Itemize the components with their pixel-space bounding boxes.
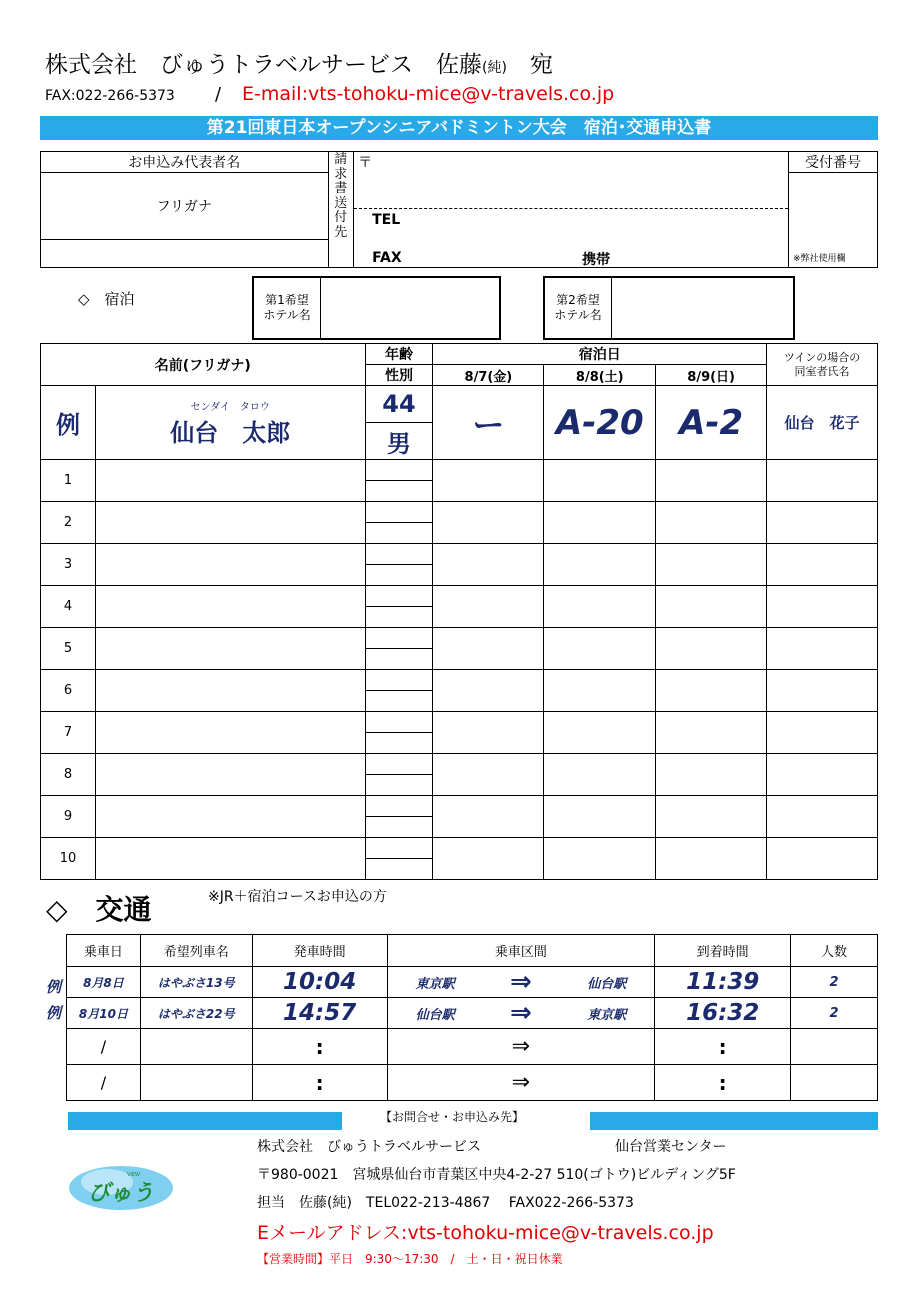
day-field[interactable]	[433, 754, 544, 796]
name-field[interactable]	[95, 460, 365, 502]
logo-text: びゅう	[87, 1181, 154, 1206]
sex-field[interactable]	[365, 523, 433, 544]
example-date: 8月8日	[67, 967, 141, 998]
day-field[interactable]	[544, 796, 656, 838]
invoice-address-field[interactable]	[354, 152, 789, 268]
day-field[interactable]	[656, 796, 767, 838]
example-roommate: 仙台 花子	[767, 386, 878, 460]
age-field[interactable]	[365, 838, 433, 859]
contact-bar-left	[68, 1112, 342, 1130]
day-field[interactable]	[433, 670, 544, 712]
example-departure: 10:04	[252, 967, 387, 998]
example-sex: 男	[365, 423, 433, 460]
contact-title: 【お問合せ・お申込み先】	[380, 1110, 525, 1124]
office-use-note: ※弊社使用欄	[792, 254, 846, 264]
reception-number-field	[788, 173, 877, 268]
train-field[interactable]	[140, 1065, 252, 1101]
fax-label: FAX	[372, 250, 402, 266]
section-field[interactable]: ⇒	[387, 1029, 655, 1065]
stay-section-label: ◇ 宿泊	[78, 290, 135, 308]
twin-header: ツインの場合の 同室者氏名	[767, 344, 878, 386]
day-field[interactable]	[433, 544, 544, 586]
day-field[interactable]	[433, 460, 544, 502]
contact-company: 株式会社 びゅうトラベルサービス	[257, 1139, 481, 1155]
day-field[interactable]	[544, 712, 656, 754]
arrow-icon: ⇒	[510, 967, 532, 997]
reception-label: 受付番号	[788, 152, 877, 173]
logo-small-text: VIEW	[127, 1172, 140, 1178]
sex-field[interactable]	[365, 775, 433, 796]
example-name	[95, 386, 365, 460]
example-fullname: 仙台 太郎	[170, 418, 291, 447]
day-field[interactable]	[656, 586, 767, 628]
transport-section-label: ◇ 交通	[46, 893, 152, 926]
arrival-field[interactable]: :	[655, 1029, 791, 1065]
furigana-label: フリガナ	[41, 173, 329, 240]
sex-field[interactable]	[365, 733, 433, 754]
day-field[interactable]	[544, 544, 656, 586]
tel-label: TEL	[372, 212, 401, 228]
age-field[interactable]	[365, 628, 433, 649]
contact-address: 〒980-0021 宮城県仙台市青葉区中央4-2-27 510(ゴトウ)ビルディング5F	[257, 1167, 736, 1183]
addressee-company: 株式会社 びゅうトラベルサービス 佐藤	[45, 52, 482, 78]
day-field[interactable]	[544, 628, 656, 670]
age-field[interactable]	[365, 586, 433, 607]
transport-example-mark-1: 例	[46, 978, 62, 996]
example-day-1: ー	[433, 386, 544, 460]
row-number: 7	[41, 712, 96, 754]
section-field[interactable]: ⇒	[387, 1065, 655, 1101]
header-fax: FAX:022-266-5373	[45, 88, 175, 104]
day-field[interactable]	[544, 460, 656, 502]
roommate-field[interactable]	[767, 586, 878, 628]
transport-example-row	[67, 998, 878, 1029]
example-from: 東京駅	[415, 976, 455, 992]
day-field[interactable]	[656, 544, 767, 586]
day-field[interactable]	[433, 838, 544, 880]
arrival-field[interactable]: :	[655, 1065, 791, 1101]
example-count: 2	[791, 998, 878, 1029]
transport-table	[66, 934, 878, 1101]
transport-row	[67, 1029, 878, 1065]
row-number: 5	[41, 628, 96, 670]
age-field[interactable]	[365, 796, 433, 817]
row-number: 10	[41, 838, 96, 880]
name-field[interactable]	[95, 754, 365, 796]
header-email: E-mail:vts-tohoku-mice@v-travels.co.jp	[242, 83, 615, 105]
day-field[interactable]	[656, 628, 767, 670]
age-field[interactable]	[365, 754, 433, 775]
example-to: 仙台駅	[587, 976, 627, 992]
name-field[interactable]	[95, 586, 365, 628]
roommate-field[interactable]	[767, 712, 878, 754]
day-field[interactable]	[656, 754, 767, 796]
roommate-field[interactable]	[767, 460, 878, 502]
count-field[interactable]	[791, 1065, 878, 1101]
sex-field[interactable]	[365, 817, 433, 838]
transport-row	[67, 1065, 878, 1101]
count-field[interactable]	[791, 1029, 878, 1065]
contact-email: Eメールアドレス:vts-tohoku-mice@v-travels.co.jp	[257, 1222, 714, 1244]
roommate-field[interactable]	[767, 502, 878, 544]
day-field[interactable]	[544, 502, 656, 544]
name-field[interactable]	[95, 796, 365, 838]
day-field[interactable]	[656, 670, 767, 712]
postal-mark: 〒	[358, 155, 373, 171]
name-field[interactable]	[95, 502, 365, 544]
hotel-choice-1[interactable]	[252, 276, 501, 340]
roommate-field[interactable]	[767, 838, 878, 880]
roommate-field[interactable]	[767, 796, 878, 838]
departure-field[interactable]: :	[252, 1029, 387, 1065]
date-field[interactable]: /	[67, 1029, 141, 1065]
day-field[interactable]	[656, 460, 767, 502]
header-train: 希望列車名	[140, 935, 252, 967]
example-train: はやぶさ13号	[140, 967, 252, 998]
example-from: 仙台駅	[415, 1007, 455, 1023]
row-number: 1	[41, 460, 96, 502]
transport-note: ※JR＋宿泊コースお申込の方	[208, 889, 387, 905]
departure-field[interactable]: :	[252, 1065, 387, 1101]
representative-label: お申込み代表者名	[41, 152, 329, 173]
view-logo	[67, 1158, 175, 1214]
transport-example-row	[67, 967, 878, 998]
roommate-field[interactable]	[767, 754, 878, 796]
name-field[interactable]	[95, 628, 365, 670]
example-day-3: A-2	[656, 386, 767, 460]
day-field[interactable]	[433, 586, 544, 628]
arrow-icon: ⇒	[510, 998, 532, 1028]
example-furigana: センダイ タロウ	[190, 401, 270, 413]
sex-field[interactable]	[365, 691, 433, 712]
example-age: 44	[365, 386, 433, 423]
example-label: 例	[41, 386, 96, 460]
sex-field[interactable]	[365, 481, 433, 502]
age-field[interactable]	[365, 502, 433, 523]
example-count: 2	[791, 967, 878, 998]
row-number: 6	[41, 670, 96, 712]
date-header-1: 8/7(金)	[433, 365, 544, 386]
addressee-suffix: (純)	[482, 60, 507, 76]
name-field[interactable]	[95, 712, 365, 754]
day-field[interactable]	[433, 712, 544, 754]
invoice-label: 請 求 書 送 付 先	[328, 152, 354, 268]
row-number: 9	[41, 796, 96, 838]
age-header: 年齢	[365, 344, 433, 365]
example-to: 東京駅	[587, 1007, 627, 1023]
contact-center: 仙台営業センター	[615, 1139, 727, 1155]
business-hours: 【営業時間】平日 9:30～17:30 / 土・日・祝日休業	[257, 1252, 563, 1266]
example-date: 8月10日	[67, 998, 141, 1029]
mobile-label: 携帯	[582, 252, 611, 268]
form-title: 第21回東日本オープンシニアバドミントン大会 宿泊･交通申込書	[40, 116, 878, 140]
day-field[interactable]	[544, 670, 656, 712]
addressee	[45, 46, 553, 79]
day-field[interactable]	[544, 586, 656, 628]
age-field[interactable]	[365, 460, 433, 481]
roommate-field[interactable]	[767, 544, 878, 586]
day-field[interactable]	[433, 796, 544, 838]
header-slash: /	[215, 84, 222, 105]
date-header-2: 8/8(土)	[544, 365, 656, 386]
contact-staff: 担当 佐藤(純) TEL022-213-4867 FAX022-266-5373	[257, 1195, 634, 1211]
sex-field[interactable]	[365, 607, 433, 628]
sex-header: 性別	[365, 365, 433, 386]
header-arrival: 到着時間	[655, 935, 791, 967]
sex-field[interactable]	[365, 859, 433, 880]
hotel-choice-2-label: 第2希望 ホテル名	[545, 278, 612, 338]
day-field[interactable]	[433, 502, 544, 544]
stay-table	[40, 343, 878, 880]
day-field[interactable]	[544, 838, 656, 880]
day-field[interactable]	[656, 502, 767, 544]
day-field[interactable]	[544, 754, 656, 796]
contact-bar-right	[590, 1112, 878, 1130]
header-date: 乗車日	[67, 935, 141, 967]
example-day-2: A-20	[544, 386, 656, 460]
roommate-field[interactable]	[767, 628, 878, 670]
example-section	[387, 967, 655, 998]
date-header-3: 8/9(日)	[656, 365, 767, 386]
name-field[interactable]	[95, 544, 365, 586]
example-departure: 14:57	[252, 998, 387, 1029]
name-field[interactable]	[95, 838, 365, 880]
header-section: 乗車区間	[387, 935, 655, 967]
transport-example-mark-2: 例	[46, 1004, 62, 1022]
example-row	[41, 386, 878, 423]
hotel-choice-2[interactable]	[543, 276, 795, 340]
row-number: 2	[41, 502, 96, 544]
name-field[interactable]	[95, 670, 365, 712]
age-field[interactable]	[365, 712, 433, 733]
sex-field[interactable]	[365, 565, 433, 586]
name-header: 名前(フリガナ)	[41, 344, 366, 386]
hotel-choice-1-label: 第1希望 ホテル名	[254, 278, 321, 338]
address-divider	[354, 208, 788, 209]
row-number: 8	[41, 754, 96, 796]
day-field[interactable]	[433, 628, 544, 670]
age-field[interactable]	[365, 670, 433, 691]
day-field[interactable]	[656, 712, 767, 754]
example-arrival: 16:32	[655, 998, 791, 1029]
example-arrival: 11:39	[655, 967, 791, 998]
header-departure: 発車時間	[252, 935, 387, 967]
day-field[interactable]	[656, 838, 767, 880]
example-train: はやぶさ22号	[140, 998, 252, 1029]
applicant-table	[40, 151, 878, 268]
row-number: 3	[41, 544, 96, 586]
sex-field[interactable]	[365, 649, 433, 670]
stay-days-header: 宿泊日	[433, 344, 767, 365]
addressee-to: 宛	[529, 52, 553, 78]
example-section	[387, 998, 655, 1029]
roommate-field[interactable]	[767, 670, 878, 712]
row-number: 4	[41, 586, 96, 628]
age-field[interactable]	[365, 544, 433, 565]
date-field[interactable]: /	[67, 1065, 141, 1101]
train-field[interactable]	[140, 1029, 252, 1065]
header-count: 人数	[791, 935, 878, 967]
representative-name-field[interactable]	[41, 240, 329, 268]
